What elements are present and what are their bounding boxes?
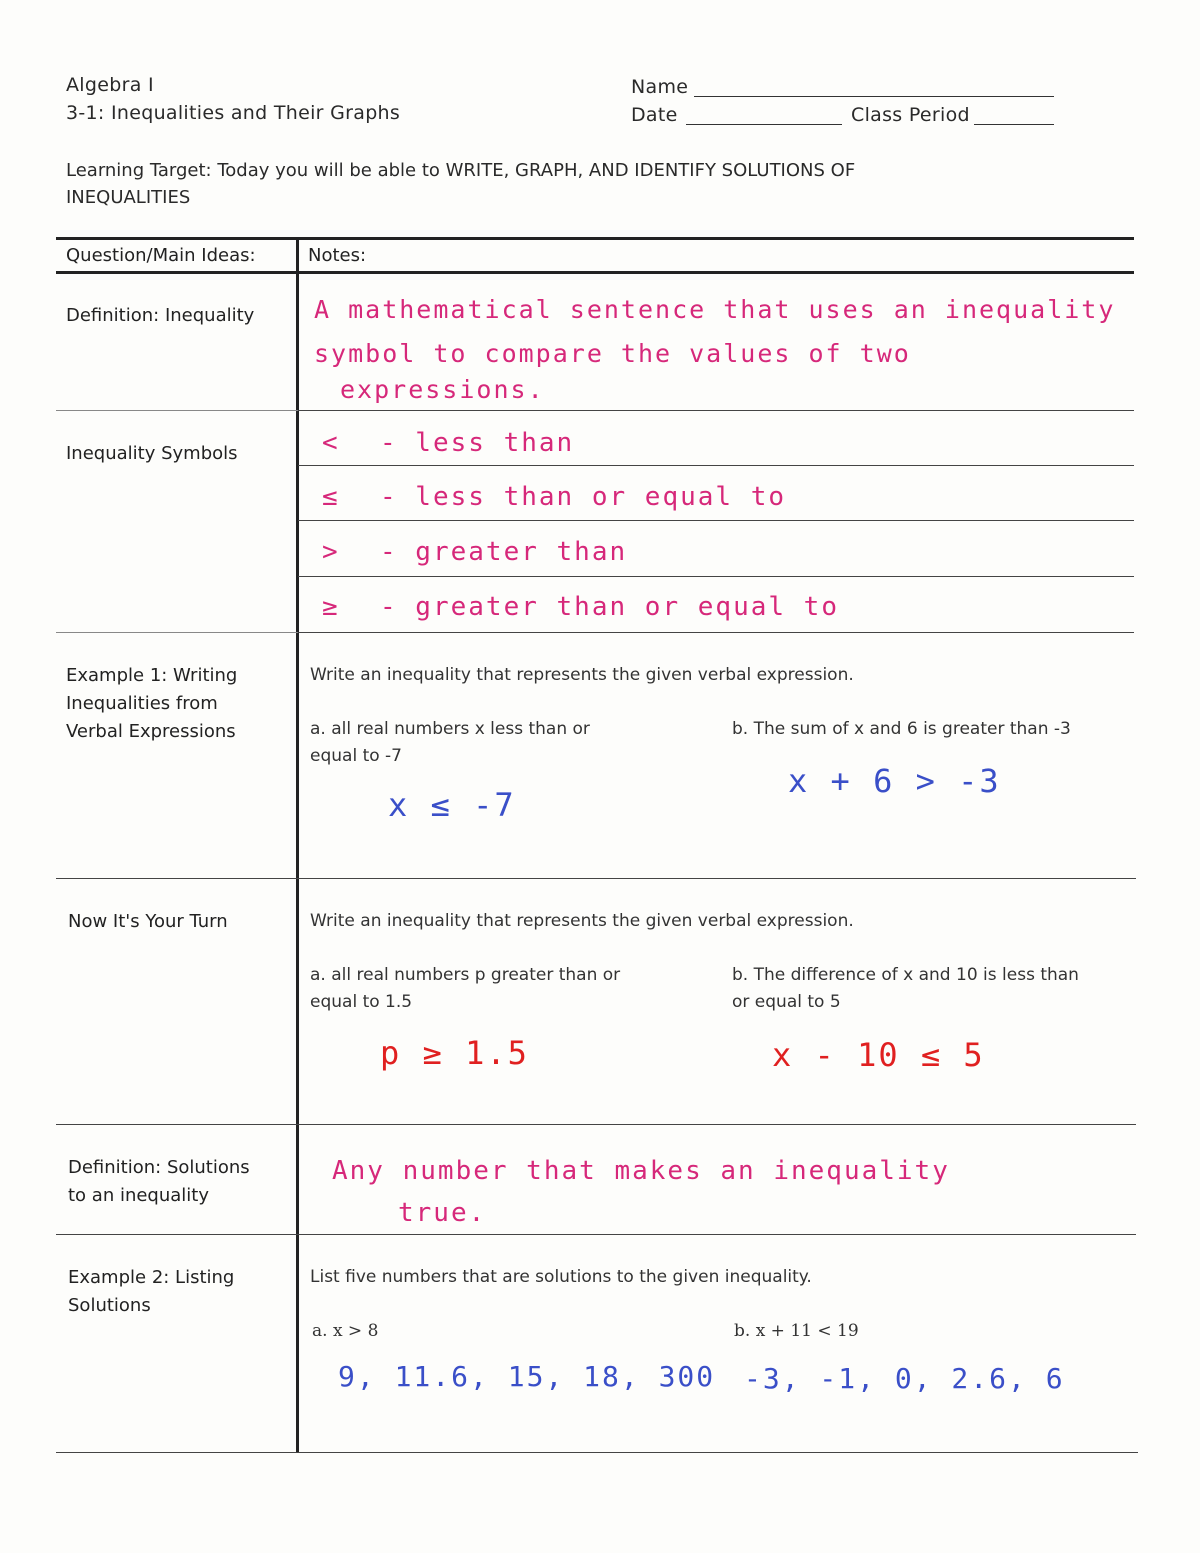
greater-than-or-equal-text: - greater than or equal to bbox=[380, 592, 839, 622]
row-divider bbox=[298, 520, 1134, 521]
definition-solutions-line1: Any number that makes an inequality bbox=[332, 1156, 950, 1186]
symbol-less-than bbox=[322, 428, 574, 458]
your-turn-part-a-line1: a. all real numbers p greater than or bbox=[310, 965, 621, 985]
row-divider bbox=[298, 410, 1134, 411]
symbol-greater-than-or-equal bbox=[322, 592, 839, 622]
definition-solutions-line2: true. bbox=[398, 1198, 487, 1228]
example1-label-line3: Verbal Expressions bbox=[66, 721, 236, 742]
name-label: Name bbox=[631, 76, 689, 98]
example2-prompt: List five numbers that are solutions to the given inequality. bbox=[310, 1267, 812, 1287]
example2-label bbox=[68, 1264, 234, 1320]
column-header-notes: Notes: bbox=[308, 245, 367, 266]
row-divider bbox=[56, 410, 298, 411]
column-header-main-ideas: Question/Main Ideas: bbox=[66, 245, 256, 266]
example2-part-a: a. x > 8 bbox=[312, 1321, 379, 1341]
definition-solutions-label bbox=[68, 1154, 250, 1210]
example2-label-line1: Example 2: Listing bbox=[68, 1267, 235, 1288]
symbol-less-than-or-equal bbox=[322, 482, 786, 512]
date-field[interactable] bbox=[686, 124, 842, 125]
row-divider bbox=[56, 878, 1136, 879]
example2-label-line2: Solutions bbox=[68, 1295, 151, 1316]
example1-part-a-line2: equal to -7 bbox=[310, 746, 402, 766]
row-divider bbox=[298, 632, 1134, 633]
your-turn-part-b bbox=[732, 962, 1079, 1016]
example1-part-a bbox=[310, 716, 590, 770]
greater-than-or-equal-symbol: ≥ bbox=[322, 592, 340, 622]
example1-prompt: Write an inequality that represents the given verbal expression. bbox=[310, 665, 854, 685]
your-turn-part-b-line1: b. The difference of x and 10 is less than bbox=[732, 965, 1079, 985]
row-divider bbox=[56, 632, 298, 633]
definition-solutions-notes bbox=[332, 1150, 950, 1234]
your-turn-answer-b: x - 10 ≤ 5 bbox=[772, 1036, 985, 1074]
your-turn-label: Now It's Your Turn bbox=[68, 911, 228, 932]
date-label: Date bbox=[631, 104, 678, 126]
course-title: Algebra I bbox=[66, 74, 154, 96]
definition-solutions-label-line1: Definition: Solutions bbox=[68, 1157, 250, 1178]
definition-inequality-line2: symbol to compare the values of two bbox=[314, 339, 911, 368]
definition-inequality-label: Definition: Inequality bbox=[66, 305, 255, 326]
table-bottom-border bbox=[56, 1452, 1138, 1453]
definition-inequality-line1: A mathematical sentence that uses an inequality bbox=[314, 295, 1116, 324]
your-turn-part-a bbox=[310, 962, 620, 1016]
less-than-text: - less than bbox=[380, 428, 575, 458]
example2-answer-a: 9, 11.6, 15, 18, 300 bbox=[338, 1360, 716, 1393]
learning-target bbox=[66, 157, 855, 211]
definition-inequality-notes bbox=[314, 288, 1115, 412]
example1-label-line2: Inequalities from bbox=[66, 693, 218, 714]
learning-target-line1: Learning Target: Today you will be able to WRITE, GRAPH, AND IDENTIFY SOLUTIONS OF bbox=[66, 160, 856, 181]
greater-than-text: - greater than bbox=[380, 537, 628, 567]
example1-answer-b: x + 6 > -3 bbox=[788, 762, 1001, 800]
your-turn-answer-a: p ≥ 1.5 bbox=[380, 1034, 529, 1072]
definition-solutions-label-line2: to an inequality bbox=[68, 1185, 210, 1206]
inequality-symbols-label: Inequality Symbols bbox=[66, 443, 238, 464]
your-turn-part-a-line2: equal to 1.5 bbox=[310, 992, 413, 1012]
table-column-divider bbox=[296, 237, 299, 1453]
less-than-or-equal-text: - less than or equal to bbox=[380, 482, 787, 512]
example1-answer-a: x ≤ -7 bbox=[388, 786, 516, 824]
example1-label bbox=[66, 662, 237, 746]
table-top-border bbox=[56, 237, 1134, 240]
your-turn-part-b-line2: or equal to 5 bbox=[732, 992, 841, 1012]
example2-part-b: b. x + 11 < 19 bbox=[734, 1321, 859, 1341]
greater-than-symbol: > bbox=[322, 537, 340, 567]
row-divider bbox=[298, 465, 1134, 466]
table-header-border bbox=[56, 271, 1134, 274]
class-period-label: Class Period bbox=[851, 104, 970, 126]
class-period-field[interactable] bbox=[974, 124, 1054, 125]
learning-target-line2: INEQUALITIES bbox=[66, 187, 191, 208]
row-divider bbox=[56, 1124, 1136, 1125]
definition-inequality-line3: expressions. bbox=[340, 375, 545, 404]
row-divider bbox=[298, 576, 1134, 577]
name-field[interactable] bbox=[694, 96, 1054, 97]
example2-answer-b: -3, -1, 0, 2.6, 6 bbox=[744, 1362, 1065, 1395]
example1-part-b: b. The sum of x and 6 is greater than -3 bbox=[732, 719, 1071, 739]
less-than-or-equal-symbol: ≤ bbox=[322, 482, 340, 512]
example1-label-line1: Example 1: Writing bbox=[66, 665, 238, 686]
lesson-title: 3-1: Inequalities and Their Graphs bbox=[66, 102, 401, 124]
less-than-symbol: < bbox=[322, 428, 340, 458]
your-turn-prompt: Write an inequality that represents the given verbal expression. bbox=[310, 911, 854, 931]
symbol-greater-than bbox=[322, 537, 627, 567]
example1-part-a-line1: a. all real numbers x less than or bbox=[310, 719, 590, 739]
row-divider bbox=[56, 1234, 1136, 1235]
